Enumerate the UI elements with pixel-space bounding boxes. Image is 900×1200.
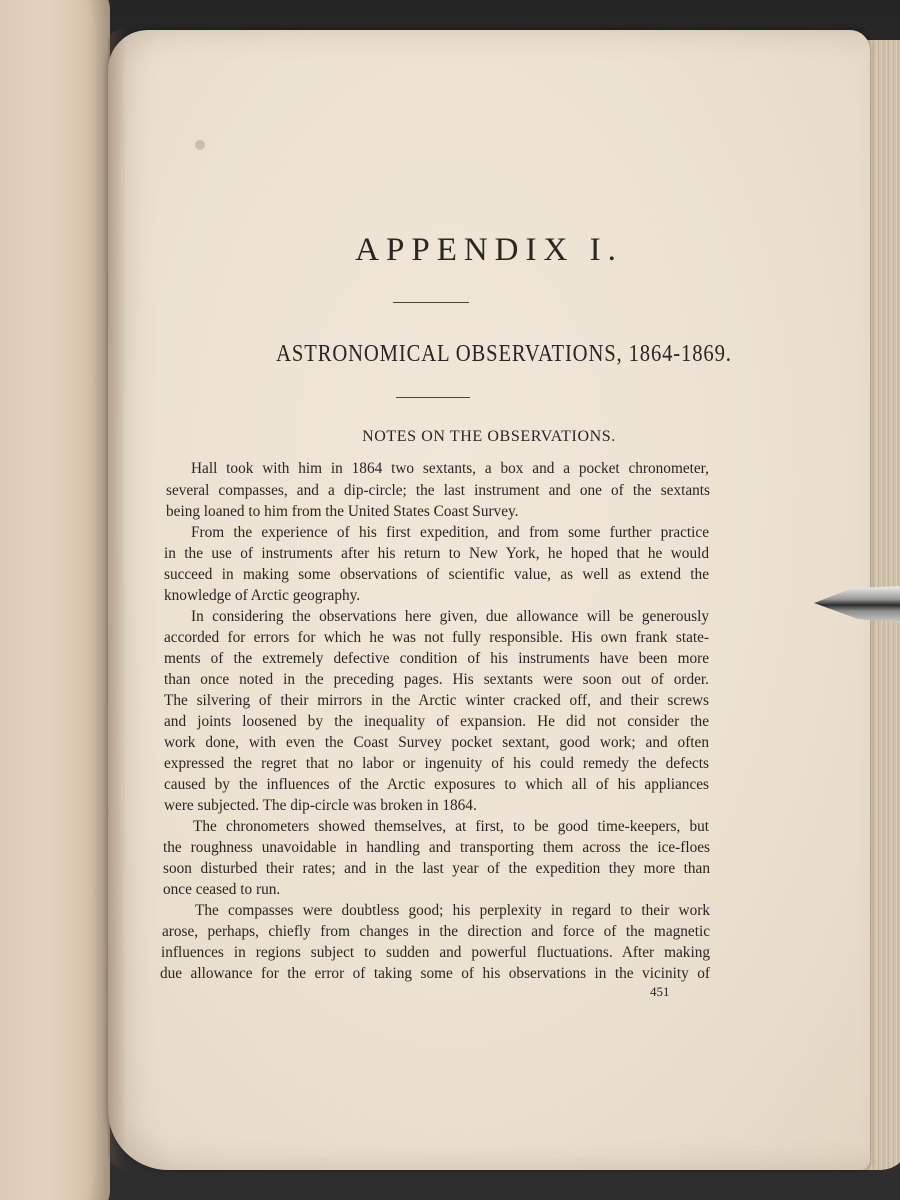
- text-line: soon disturbed their rates; and in the last year of the expedition they more than: [163, 860, 710, 877]
- text-line: accorded for errors for which he was not fully responsible. His own frank state-: [164, 629, 709, 646]
- text-line: and joints loosened by the inequality of expansion. He did not consider the: [164, 713, 709, 730]
- text-line: due allowance for the error of taking some of his observations in the vicinity of: [160, 965, 710, 982]
- text-line: In considering the observations here given, due allowance will be generously: [191, 608, 709, 625]
- page-number: 451: [650, 984, 670, 999]
- text-line: several compasses, and a dip-circle; the last instrument and one of the sextants: [166, 482, 710, 499]
- text-line: The chronometers showed themselves, at first, to be good time-keepers, but: [193, 818, 709, 835]
- paper-stain: [195, 140, 205, 150]
- divider-rule: [396, 397, 470, 398]
- text-line: succeed in making some observations of scientific value, as well as extend the: [164, 566, 709, 583]
- page-gutter-shadow: [108, 30, 126, 1170]
- text-line: From the experience of his first expedition, and from some further practice: [191, 524, 709, 541]
- text-line: being loaned to him from the United States Coast Survey.: [166, 503, 519, 520]
- text-line: Hall took with him in 1864 two sextants, a box and a pocket chronometer,: [191, 460, 709, 477]
- appendix-heading: APPENDIX I.: [355, 232, 623, 268]
- chapter-subtitle: ASTRONOMICAL OBSERVATIONS, 1864-1869.: [276, 341, 732, 367]
- text-line: influences in regions subject to sudden and powerful fluctuations. After making: [161, 944, 710, 961]
- text-line: caused by the influences of the Arctic exposures to which all of his appliances: [164, 776, 709, 793]
- text-line: work done, with even the Coast Survey pocket sextant, good work; and often: [164, 734, 709, 751]
- text-line: expressed the regret that no labor or ingenuity of his could remedy the defects: [164, 755, 709, 772]
- text-line: ments of the extremely defective condition of his instruments have been more: [164, 650, 709, 667]
- section-title: NOTES ON THE OBSERVATIONS.: [362, 428, 616, 445]
- text-line: were subjected. The dip-circle was broken in 1864.: [164, 797, 477, 814]
- text-line: once ceased to run.: [163, 881, 281, 898]
- text-line: in the use of instruments after his return to New York, he hoped that he would: [164, 545, 709, 562]
- facing-page: [0, 0, 110, 1200]
- text-line: arose, perhaps, chiefly from changes in the direction and force of the magnetic: [162, 923, 710, 940]
- text-line: the roughness unavoidable in handling and transporting them across the ice-floes: [163, 839, 710, 856]
- text-line: than once noted in the preceding pages. His sextants were soon out of order.: [164, 671, 709, 688]
- text-line: knowledge of Arctic geography.: [164, 587, 361, 604]
- text-line: The silvering of their mirrors in the Arctic winter cracked off, and their screws: [164, 692, 709, 709]
- divider-rule: [393, 302, 469, 303]
- text-line: The compasses were doubtless good; his perplexity in regard to their work: [195, 902, 710, 919]
